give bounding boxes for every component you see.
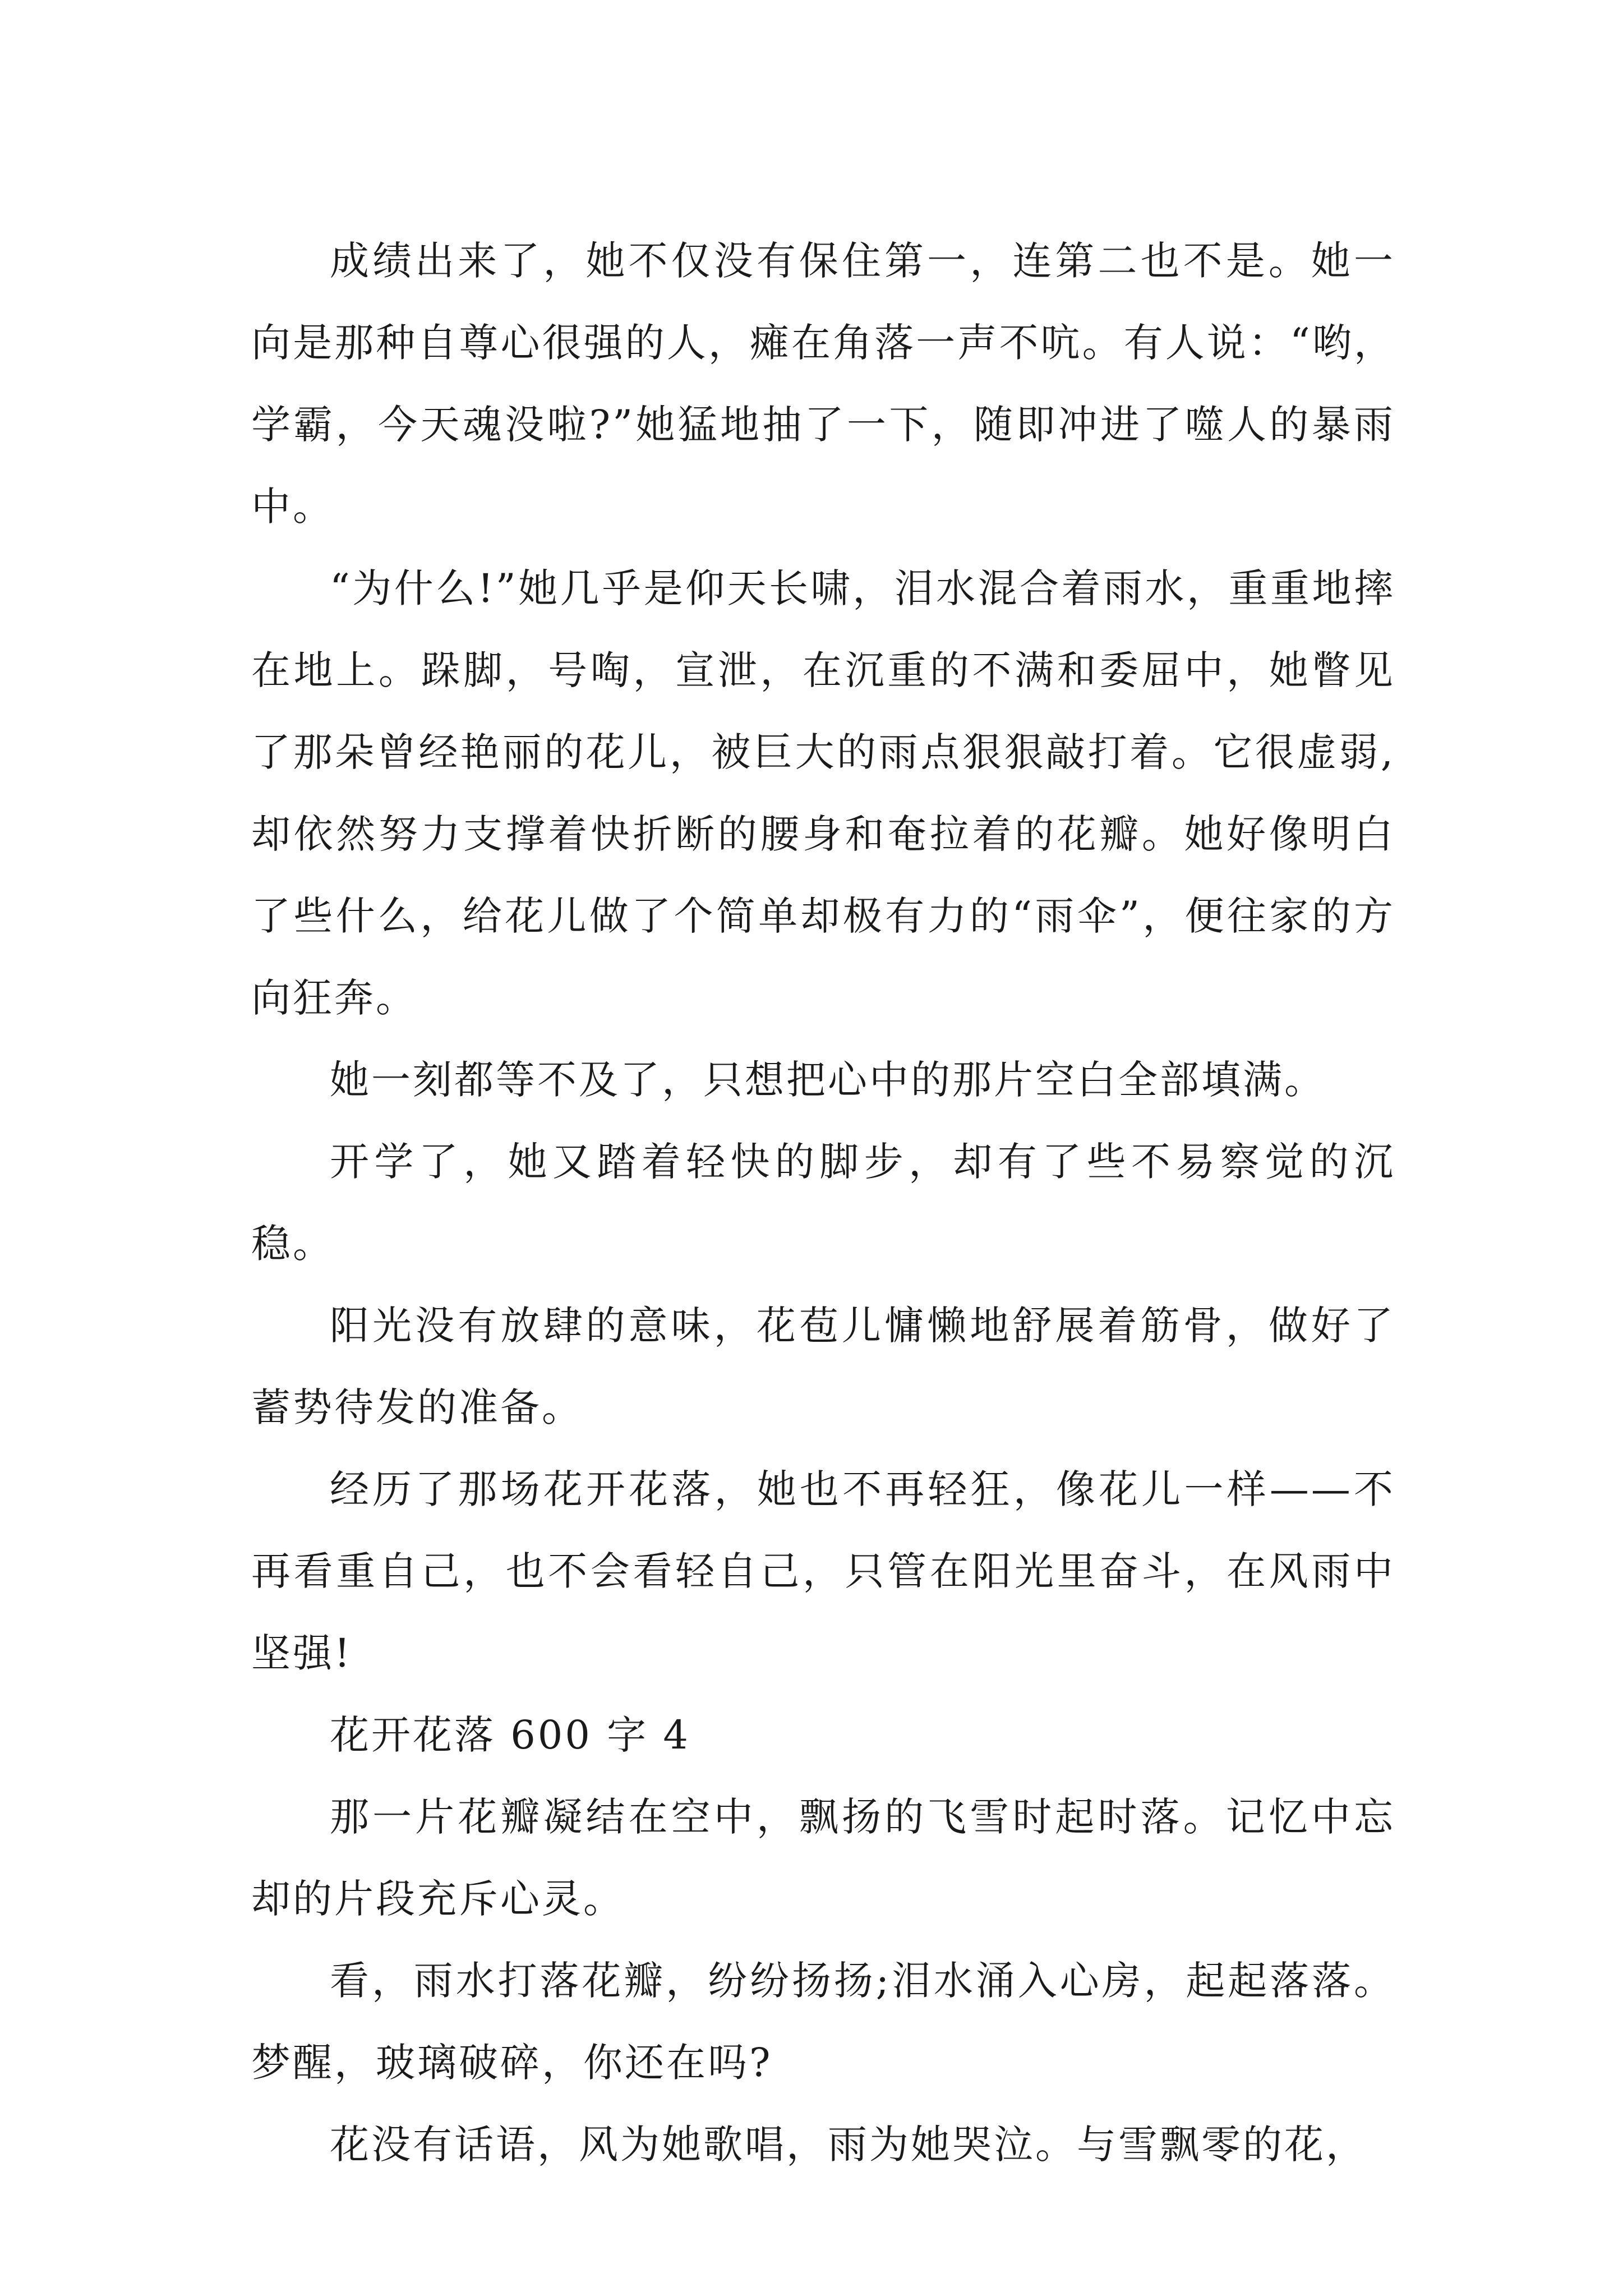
paragraph: 开学了，她又踏着轻快的脚步，却有了些不易察觉的沉稳。: [251, 1139, 1395, 1267]
paragraph: 那一片花瓣凝结在空中，飘扬的飞雪时起时落。记忆中忘却的片段充斥心灵。: [251, 1794, 1395, 1922]
paragraph: 成绩出来了，她不仅没有保住第一，连第二也不是。她一向是那种自尊心很强的人，瘫在角落一声不吭。有人说：“哟，学霸，今天魂没啦?”她猛地抽了一下，随即冲进了噬人的暴雨中。: [251, 238, 1395, 530]
document-body: [251, 220, 1395, 2185]
section-heading: 花开花落 600 字 4: [330, 1712, 690, 1758]
paragraph: 花没有话语，风为她歌唱，雨为她哭泣。与雪飘零的花，: [330, 2122, 1367, 2168]
paragraph: 阳光没有放肆的意味，花苞儿慵懒地舒展着筋骨，做好了蓄势待发的准备。: [251, 1303, 1395, 1430]
paragraph: 看，雨水打落花瓣，纷纷扬扬;泪水涌入心房，起起落落。梦醒，玻璃破碎，你还在吗?: [251, 1958, 1395, 2086]
paragraph: “为什么!”她几乎是仰天长啸，泪水混合着雨水，重重地摔在地上。跺脚，号啕，宣泄，在沉重的不满和委屈中，她瞥见了那朵曾经艳丽的花儿，被巨大的雨点狠狠敲打着。它很虚弱,却依然努力支撑着快折断的腰身和奄拉着的花瓣。她好像明白了些什么，给花儿做了个简单却极有力的“雨伞”，便往家的方向狂奔。: [251, 565, 1395, 1021]
paragraph: 经历了那场花开花落，她也不再轻狂，像花儿一样——不再看重自己，也不会看轻自己，只管在阳光里奋斗，在风雨中坚强!: [251, 1466, 1395, 1676]
paragraph: 她一刻都等不及了，只想把心中的那片空白全部填满。: [330, 1057, 1326, 1103]
